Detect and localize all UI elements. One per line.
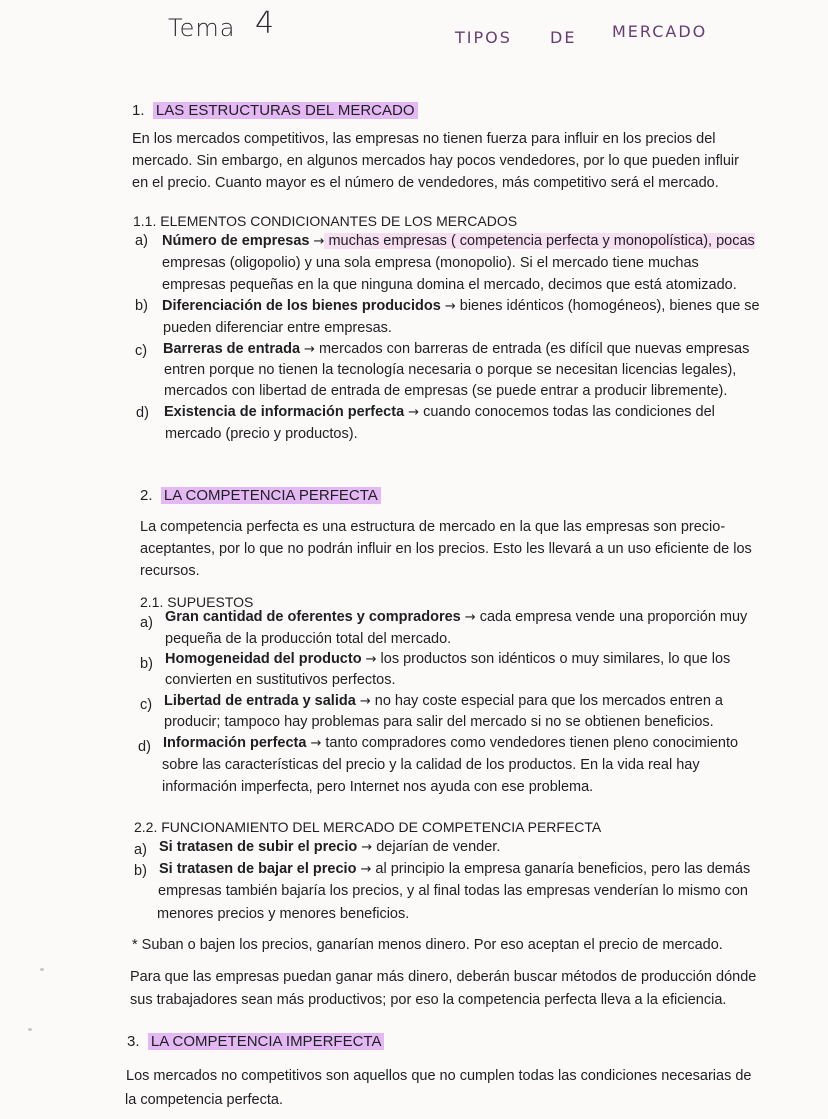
- list-item-letter: b): [135, 298, 148, 314]
- list-item-text: tanto compradores como vendedores tienen pleno conocimiento: [321, 735, 739, 751]
- list-item-letter: a): [140, 615, 153, 631]
- list-item-text: al principio la empresa ganaría beneficios, pero las demás: [371, 861, 751, 877]
- list-item-letter: a): [135, 233, 148, 249]
- section-2-heading: [140, 487, 381, 505]
- list-item: [165, 650, 730, 669]
- subsection-2-2-heading: 2.2. FUNCIONAMIENTO DEL MERCADO DE COMPETENCIA PERFECTA: [134, 819, 602, 835]
- list-item-text: información imperfecta, pero Internet nos ayuda con ese problema.: [162, 779, 594, 795]
- paragraph-line: sus trabajadores sean más productivos; por eso la competencia perfecta lleva a la eficiencia.: [130, 992, 727, 1008]
- list-item-letter: d): [138, 739, 151, 755]
- section-number: 1.: [132, 102, 145, 119]
- list-item-letter: c): [135, 343, 148, 359]
- arrow-icon: →: [464, 610, 476, 625]
- list-item-letter: d): [136, 405, 149, 421]
- paragraph-line: en el precio. Cuanto mayor es el número de vendedores, más competitivo será el mercado.: [132, 175, 719, 191]
- scan-speck: [28, 1028, 32, 1031]
- section-title: LA COMPETENCIA IMPERFECTA: [148, 1033, 385, 1050]
- list-item-text: pequeña de la producción total del mercado.: [165, 631, 452, 647]
- title-word-de: DE: [550, 28, 577, 47]
- list-item-text: empresas también bajaría los precios, y al final todas las empresas venderían lo mismo con: [158, 883, 748, 899]
- list-item-term: Si tratasen de bajar el precio: [159, 861, 357, 877]
- section-1-heading: [132, 102, 418, 120]
- paragraph-line: mercado. Sin embargo, en algunos mercados hay pocos vendedores, por lo que pueden influir: [132, 153, 739, 169]
- list-item-text: convierten en sustitutivos perfectos.: [165, 672, 396, 688]
- list-item-term: Gran cantidad de oferentes y compradores: [165, 609, 461, 625]
- list-item: [163, 340, 749, 359]
- list-item-text: mercados con barreras de entrada (es difícil que nuevas empresas: [314, 341, 750, 357]
- list-item-text: menores precios y menores beneficios.: [157, 906, 410, 922]
- arrow-icon: →: [359, 694, 371, 709]
- list-item-term: Barreras de entrada: [163, 341, 301, 357]
- list-item-letter: b): [134, 863, 147, 879]
- list-item: [159, 860, 750, 879]
- list-item-text: muchas empresas ( competencia perfecta y monopolística), pocas: [324, 233, 755, 249]
- footnote: * Suban o bajen los precios, ganarían menos dinero. Por eso aceptan el precio de mercado.: [132, 937, 723, 953]
- list-item-term: Número de empresas: [162, 233, 310, 249]
- paragraph-line: La competencia perfecta es una estructura de mercado en la que las empresas son precio-: [140, 519, 726, 535]
- paragraph-line: En los mercados competitivos, las empresas no tienen fuerza para influir en los precios del: [132, 131, 716, 147]
- list-item-text: empresas pequeñas en la que ninguna domina el mercado, decimos que está atomizado.: [162, 277, 737, 293]
- list-item: [162, 297, 760, 316]
- list-item-text: empresas (oligopolio) y una sola empresa (monopolio). Si el mercado tiene muchas: [162, 255, 699, 271]
- list-item-text: sobre las características del precio y la calidad de los productos. En la vida real hay: [162, 757, 700, 773]
- arrow-icon: →: [444, 299, 456, 314]
- list-item-term: Diferenciación de los bienes producidos: [162, 298, 441, 314]
- list-item-text: no hay coste especial para que los mercados entren a: [370, 693, 723, 709]
- arrow-icon: →: [310, 736, 322, 751]
- list-item: [162, 232, 755, 251]
- arrow-icon: →: [304, 342, 315, 357]
- list-item-text: pueden diferenciar entre empresas.: [163, 320, 392, 336]
- arrow-icon: →: [313, 234, 325, 249]
- list-item: [165, 608, 747, 627]
- list-item-letter: c): [140, 697, 153, 713]
- section-number: 2.: [140, 487, 153, 504]
- arrow-icon: →: [361, 840, 373, 855]
- list-item-letter: a): [134, 842, 147, 858]
- list-item-term: Existencia de información perfecta: [164, 404, 405, 420]
- list-item: [164, 403, 715, 422]
- tema-label: Tema: [168, 14, 236, 42]
- paragraph-line: Los mercados no competitivos son aquellos que no cumplen todas las condiciones necesarias de: [126, 1068, 752, 1084]
- arrow-icon: →: [408, 405, 420, 420]
- section-3-heading: [127, 1033, 384, 1051]
- section-title: LAS ESTRUCTURAS DEL MERCADO: [153, 102, 418, 119]
- list-item-text: producir; tampoco hay problemas para salir del mercado si no se obtienen beneficios.: [164, 714, 714, 730]
- list-item-text: cuando conocemos todas las condiciones del: [419, 404, 715, 420]
- list-item-text: cada empresa vende una proporción muy: [475, 609, 748, 625]
- title-word-tipos: TIPOS: [455, 28, 512, 47]
- subsection-2-1-heading: 2.1. SUPUESTOS: [140, 594, 254, 610]
- section-title: LA COMPETENCIA PERFECTA: [161, 487, 381, 504]
- arrow-icon: →: [365, 652, 377, 667]
- list-item: [164, 692, 723, 711]
- section-number: 3.: [127, 1033, 140, 1050]
- list-item-term: Si tratasen de subir el precio: [159, 839, 358, 855]
- list-item-text: dejarían de vender.: [372, 839, 501, 855]
- scan-speck: [40, 968, 44, 971]
- list-item-text: bienes idénticos (homogéneos), bienes que se: [455, 298, 760, 314]
- list-item-text: mercado (precio y productos).: [165, 426, 358, 442]
- paragraph-line: aceptantes, por lo que no podrán influir en los precios. Esto les llevará a un uso eficiente de los: [140, 541, 752, 557]
- arrow-icon: →: [360, 862, 372, 877]
- list-item-term: Libertad de entrada y salida: [164, 693, 356, 709]
- list-item-text: los productos son idénticos o muy similares, lo que los: [376, 651, 731, 667]
- paragraph-line: Para que las empresas puedan ganar más dinero, deberán buscar métodos de producción dónde: [130, 969, 757, 985]
- tema-number: 4: [255, 6, 275, 41]
- paragraph-line: la competencia perfecta.: [125, 1092, 283, 1108]
- title-word-mercado: MERCADO: [612, 22, 708, 41]
- list-item-letter: b): [140, 656, 153, 672]
- list-item: [163, 734, 738, 753]
- list-item-term: Homogeneidad del producto: [165, 651, 362, 667]
- list-item-text: mercados con libertad de entrada de empresas (se puede entrar a producir libremente).: [164, 383, 728, 399]
- list-item-term: Información perfecta: [163, 735, 307, 751]
- list-item-text: entren porque no tienen la tecnología necesaria o porque se necesitan licencias legales),: [164, 362, 737, 378]
- subsection-1-1-heading: 1.1. ELEMENTOS CONDICIONANTES DE LOS MERCADOS: [133, 213, 518, 229]
- list-item: [159, 838, 500, 857]
- paragraph-line: recursos.: [140, 563, 200, 579]
